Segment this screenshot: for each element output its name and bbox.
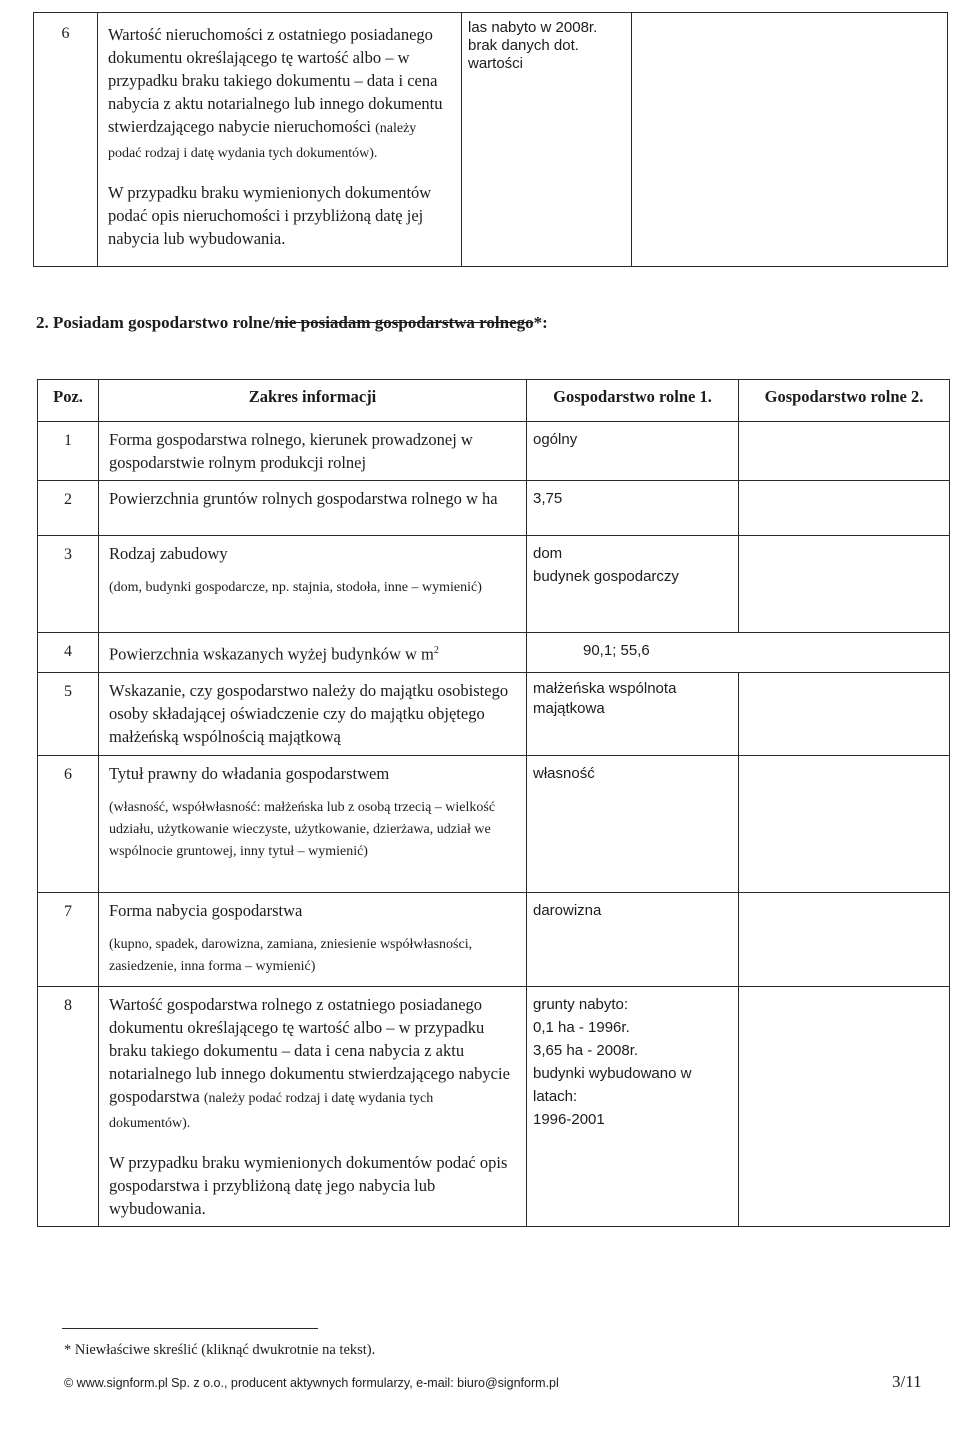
- row-label: [99, 755, 527, 892]
- footnote-divider: [62, 1328, 318, 1329]
- farm-1-value: [527, 986, 739, 1226]
- farm-1-value: [527, 633, 950, 673]
- table-row: [38, 986, 950, 1226]
- value-line: 1996-2001: [533, 1110, 605, 1128]
- header-scope: Zakres informacji: [99, 380, 527, 422]
- value-line: własność: [533, 764, 595, 782]
- table-row: [38, 892, 950, 986]
- page-number: 3/11: [892, 1372, 922, 1391]
- row-number: 3: [38, 536, 99, 633]
- label-sub: (dom, budynki gospodarcze, np. stajnia, stodoła, inne – wymienić): [109, 580, 482, 595]
- farm-1-value: [527, 672, 739, 755]
- row-number: 5: [38, 672, 99, 755]
- farm-2-value: [739, 672, 950, 755]
- row-number: 6: [34, 13, 98, 267]
- label-sub: (własność, współwłasność: małżeńska lub z osobą trzecią – wielkość udziału, użytkowanie wieczyste, użytkowanie, dzierżawa, udział we wspólnocie gruntowej, inny tytuł – wymienić): [109, 799, 496, 859]
- value-line: budynki wybudowano w: [533, 1064, 692, 1082]
- row-number: 7: [38, 892, 99, 986]
- row-number: 6: [38, 755, 99, 892]
- value-line: 3,65 ha - 2008r.: [533, 1041, 639, 1059]
- superscript: 2: [433, 645, 439, 656]
- empty-cell: [632, 13, 948, 267]
- footnote: * Niewłaściwe skreślić (kliknąć dwukrotnie na tekst).: [64, 1342, 376, 1358]
- label-extra: W przypadku braku wymienionych dokumentów podać opis nieruchomości i przybliżoną datę jej nabycia lub wybudowania.: [108, 183, 432, 248]
- row-label: Powierzchnia gruntów rolnych gospodarstwa rolnego w ha: [99, 481, 527, 536]
- farm-1-value: [527, 422, 739, 481]
- table-row: [38, 422, 950, 481]
- farm-1-value: [527, 892, 739, 986]
- value-line: majątkowa: [533, 699, 605, 717]
- farm-2-value: [739, 755, 950, 892]
- label-main: Tytuł prawny do władania gospodarstwem: [109, 763, 390, 783]
- row-label: Forma gospodarstwa rolnego, kierunek prowadzonej w gospodarstwie rolnym produkcji rolnej: [99, 422, 527, 481]
- row-label: [99, 633, 527, 673]
- row-label: [98, 13, 462, 267]
- table-header-row: [38, 380, 950, 422]
- footer-left: © www.signform.pl Sp. z o.o., producent aktywnych formularzy, e-mail: biuro@signform.pl: [64, 1376, 559, 1390]
- label-small: (należy podać rodzaj i datę wydania tych dokumentów).: [109, 1090, 434, 1131]
- value-line: 90,1; 55,6: [583, 642, 650, 659]
- value-line: ogólny: [533, 431, 578, 448]
- section-title-struck[interactable]: nie posiadam gospodarstwa rolnego: [274, 313, 534, 332]
- farm-2-value: [739, 986, 950, 1226]
- value-line: 0,1 ha - 1996r.: [533, 1018, 630, 1036]
- row-label: [99, 892, 527, 986]
- row-number: 1: [38, 422, 99, 481]
- value-line: dom: [533, 545, 563, 562]
- top-table: [33, 12, 948, 267]
- row-number: 4: [38, 633, 99, 673]
- value-line: latach:: [533, 1087, 578, 1105]
- section-title: [36, 313, 548, 333]
- value-line: małżeńska wspólnota: [533, 679, 677, 697]
- label-main: Rodzaj zabudowy: [109, 544, 228, 563]
- farm-1-value: [527, 755, 739, 892]
- header-pos: Poz.: [38, 380, 99, 422]
- farm-2-value: [739, 892, 950, 986]
- farm-table: [37, 379, 950, 1227]
- header-farm-2: Gospodarstwo rolne 2.: [739, 380, 950, 422]
- row-label: [99, 986, 527, 1226]
- table-row: [38, 536, 950, 633]
- section-title-prefix: 2. Posiadam gospodarstwo rolne/: [36, 313, 275, 332]
- table-row: [38, 672, 950, 755]
- label-main: Forma nabycia gospodarstwa: [109, 900, 303, 920]
- table-row: [38, 481, 950, 536]
- value-line: darowizna: [533, 901, 602, 919]
- farm-2-value: [739, 536, 950, 633]
- value-line: brak danych dot.: [468, 37, 579, 54]
- value-line: grunty nabyto:: [533, 995, 629, 1013]
- row-label: Wskazanie, czy gospodarstwo należy do majątku osobistego osoby składającej oświadczenie czy do majątku objętego małżeńską wspólnością majątkową: [99, 672, 527, 755]
- value-line: las nabyto w 2008r.: [468, 19, 598, 36]
- row-value: [462, 13, 632, 267]
- section-title-suffix: *:: [533, 313, 548, 332]
- farm-1-value: [527, 536, 739, 633]
- value-line: 3,75: [533, 490, 563, 507]
- row-label: [99, 536, 527, 633]
- row-number: 2: [38, 481, 99, 536]
- value-line: budynek gospodarczy: [533, 568, 679, 585]
- label-extra: W przypadku braku wymienionych dokumentów podać opis gospodarstwa i przybliżoną datę jego nabycia lub wybudowania.: [109, 1152, 508, 1218]
- label-main: Wartość nieruchomości z ostatniego posiadanego dokumentu określającego tę wartość albo – w przypadku braku takiego dokumentu – data i cena nabycia z aktu notarialnego lub innego dokumentu stwierdzającego nabycie nieruchomości: [108, 25, 443, 136]
- row-number: 8: [38, 986, 99, 1226]
- farm-2-value: [739, 422, 950, 481]
- table-row: [38, 755, 950, 892]
- farm-2-value: [739, 481, 950, 536]
- value-line: wartości: [468, 55, 524, 72]
- label-main: Powierzchnia wskazanych wyżej budynków w m: [109, 644, 434, 664]
- table-row: [38, 633, 950, 673]
- header-farm-1: Gospodarstwo rolne 1.: [527, 380, 739, 422]
- label-main: Wartość gospodarstwa rolnego z ostatniego posiadanego dokumentu określającego tę wartość albo – w przypadku braku takiego dokumentu – data i cena nabycia z aktu notarialnego lub innego dokumentu stwierdzającego nabycie gospodarstwa: [109, 994, 510, 1106]
- label-sub: (kupno, spadek, darowizna, zamiana, zniesienie współwłasności, zasiedzenie, inna forma – wymienić): [109, 936, 473, 974]
- label-small: (należy podać rodzaj i datę wydania tych dokumentów).: [108, 121, 417, 161]
- farm-1-value: [527, 481, 739, 536]
